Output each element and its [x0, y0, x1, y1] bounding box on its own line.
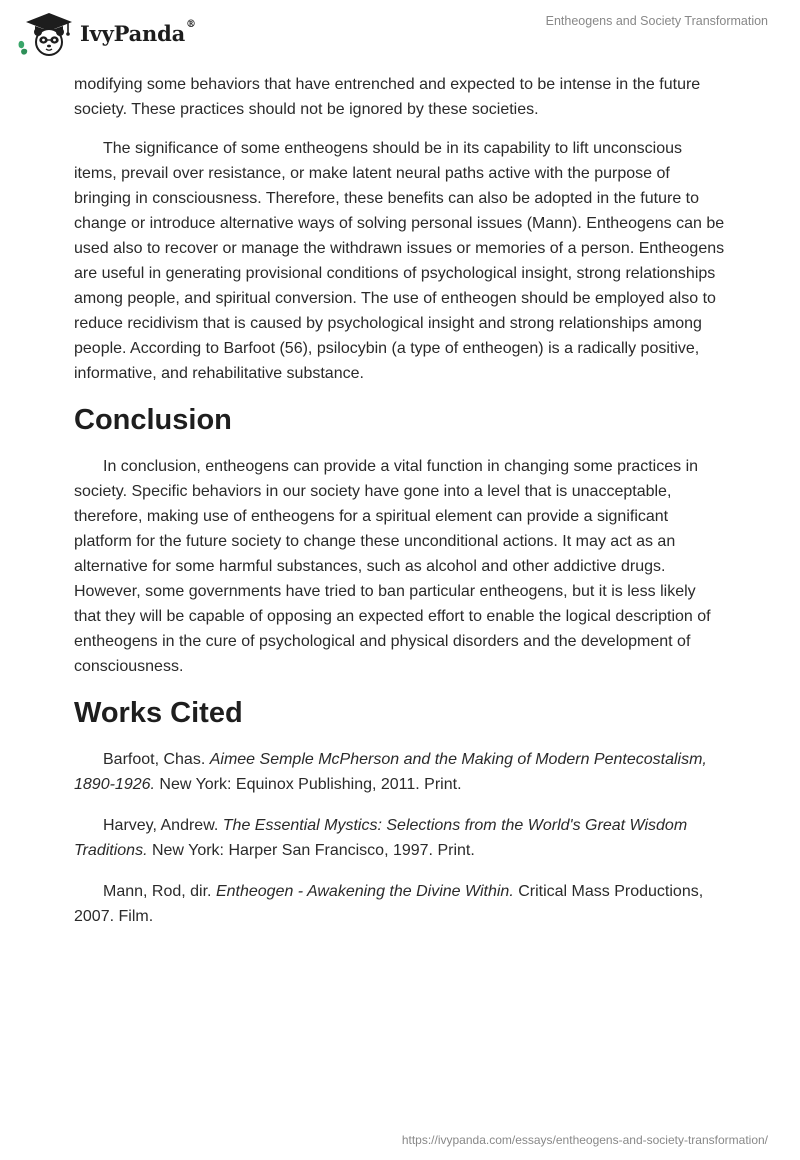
brand-text: IvyPanda — [80, 20, 186, 46]
citation-title: The Essential Mystics: Selections from the World's Great Wisdom Traditions. — [74, 817, 688, 859]
page-header — [0, 0, 800, 68]
source-url-link[interactable]: https://ivypanda.com/essays/entheogens-and-society-transformation/ — [401, 1133, 768, 1147]
citation-item — [74, 747, 726, 797]
panda-mascot-icon — [16, 9, 74, 57]
citation-publication: New York: Harper San Francisco, 1997. Print. — [147, 842, 475, 859]
paragraph-continued: modifying some behaviors that have entrenched and expected to be intense in the future society. These practices should not be ignored by these societies. — [74, 76, 701, 118]
paragraph-significance: The significance of some entheogens should be in its capability to lift unconscious items, prevail over resistance, or make latent neural paths active with the purpose of bringing in consciousness. Therefore, these benefits can also be adopted in the future to change or introduce alternative ways of solving personal issues (Mann). Entheogens can be used also to recover or manage the withdrawn issues or memories of a person. Entheogens are useful in generating provisional conditions of psychological insight, strong relationships among people, and spiritual conversion. The use of entheogen should be employed also to reduce recidivism that is caused by psychological insight and strong relationships among people. According to Barfoot (56), psilocybin (a type of entheogen) is a radically positive, informative, and rehabilitative substance. — [74, 140, 725, 382]
citation-author: Harvey, Andrew. — [103, 817, 223, 834]
registered-mark: ® — [186, 18, 196, 30]
document-title: Entheogens and Society Transformation — [545, 14, 768, 28]
citation-publication: Critical Mass Productions, 2007. Film. — [74, 883, 704, 925]
brand-name — [80, 18, 196, 46]
works-cited-heading: Works Cited — [74, 697, 243, 729]
citation-publication: New York: Equinox Publishing, 2011. Print. — [154, 776, 462, 793]
citation-author: Barfoot, Chas. — [103, 751, 210, 768]
essay-content — [74, 72, 726, 945]
citation-author: Mann, Rod, dir. — [103, 883, 216, 900]
conclusion-heading: Conclusion — [74, 404, 232, 436]
citation-title: Aimee Semple McPherson and the Making of Modern Pentecostalism, 1890-1926. — [74, 751, 707, 793]
citation-item — [74, 813, 726, 863]
citation-title: Entheogen - Awakening the Divine Within. — [215, 883, 514, 900]
ivypanda-logo[interactable] — [16, 9, 196, 57]
paragraph-conclusion: In conclusion, entheogens can provide a vital function in changing some practices in society. Specific behaviors in our society have gone into a level that is unacceptable, therefore, making use of entheogens for a spiritual element can provide a significant platform for the future society to change these unconditional actions. It may act as an alternative for some harmful substances, such as alcohol and other addictive drugs. However, some governments have tried to ban particular entheogens, but it is less likely that they will be capable of opposing an expected effort to enable the logical description of entheogens in the cure of psychological and physical disorders and the development of consciousness. — [74, 458, 711, 675]
citation-item — [74, 879, 726, 929]
